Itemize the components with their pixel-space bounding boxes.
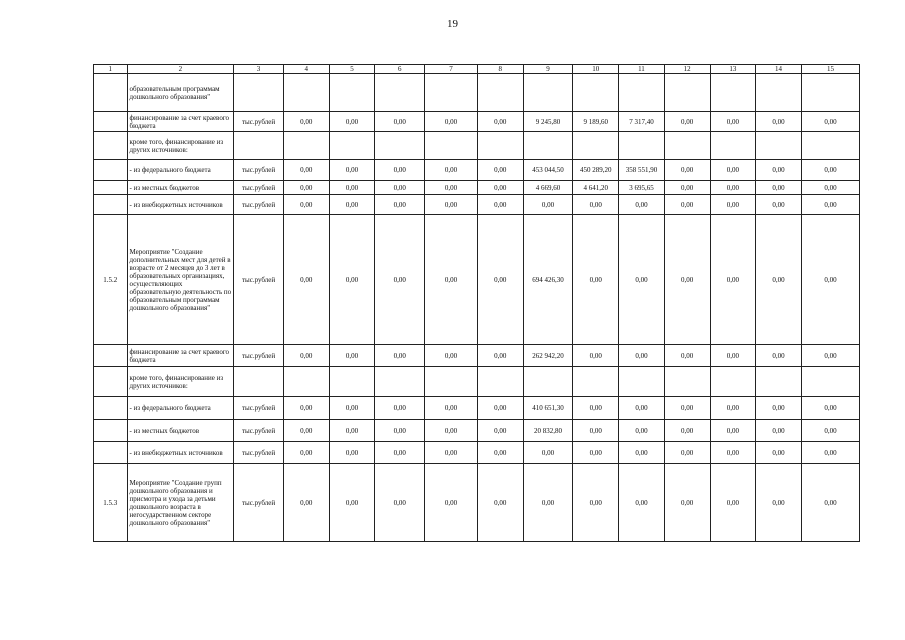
value-cell: 0,00 [283,442,329,464]
value-cell [329,74,375,112]
value-cell [801,132,859,160]
value-cell [619,132,665,160]
value-cell [523,132,573,160]
value-cell: 450 289,20 [573,160,619,181]
value-cell: 0,00 [710,442,756,464]
value-cell: 0,00 [283,345,329,367]
value-cell: 0,00 [283,215,329,345]
table-row [94,345,860,367]
value-cell: 0,00 [425,464,478,542]
value-cell: 0,00 [329,420,375,442]
column-header: 8 [477,65,523,74]
value-cell [329,367,375,397]
value-cell: 9 245,80 [523,112,573,132]
table-row [94,132,860,160]
value-cell: 0,00 [756,442,802,464]
table-row [94,442,860,464]
row-number-cell: 1.5.2 [94,215,128,345]
unit-cell [234,367,284,397]
table-row [94,181,860,195]
value-cell: 0,00 [329,160,375,181]
value-cell: 0,00 [756,195,802,215]
value-cell: 0,00 [801,195,859,215]
value-cell [283,132,329,160]
value-cell: 0,00 [756,397,802,420]
value-cell: 0,00 [283,397,329,420]
value-cell: 3 695,65 [619,181,665,195]
value-cell: 0,00 [573,464,619,542]
table-row [94,215,860,345]
value-cell [425,367,478,397]
value-cell: 0,00 [477,397,523,420]
value-cell [523,367,573,397]
value-cell: 0,00 [425,215,478,345]
column-header: 7 [425,65,478,74]
value-cell: 0,00 [375,464,425,542]
unit-cell: тыс.рублей [234,181,284,195]
value-cell: 0,00 [375,442,425,464]
value-cell: 0,00 [375,420,425,442]
value-cell: 0,00 [619,397,665,420]
value-cell [375,367,425,397]
value-cell: 0,00 [573,420,619,442]
value-cell: 0,00 [523,442,573,464]
value-cell: 0,00 [756,181,802,195]
column-header: 14 [756,65,802,74]
value-cell [710,132,756,160]
value-cell: 0,00 [573,397,619,420]
value-cell: 0,00 [329,397,375,420]
value-cell [523,74,573,112]
value-cell [573,132,619,160]
column-header: 12 [664,65,710,74]
value-cell [573,367,619,397]
value-cell [664,367,710,397]
value-cell [329,132,375,160]
value-cell: 0,00 [477,464,523,542]
value-cell: 4 641,20 [573,181,619,195]
value-cell: 7 317,40 [619,112,665,132]
budget-table [93,64,860,542]
column-header: 10 [573,65,619,74]
table-row [94,464,860,542]
value-cell: 0,00 [619,420,665,442]
value-cell [619,74,665,112]
value-cell: 0,00 [801,112,859,132]
value-cell: 0,00 [664,215,710,345]
value-cell: 0,00 [710,420,756,442]
value-cell: 0,00 [756,112,802,132]
unit-cell: тыс.рублей [234,195,284,215]
value-cell: 0,00 [375,181,425,195]
row-number-cell [94,397,128,420]
value-cell: 358 551,90 [619,160,665,181]
table-row [94,420,860,442]
row-number-cell [94,367,128,397]
description-cell: - из местных бюджетов [127,181,234,195]
value-cell: 0,00 [801,420,859,442]
value-cell: 0,00 [801,160,859,181]
value-cell [477,367,523,397]
value-cell: 0,00 [477,195,523,215]
value-cell: 0,00 [283,464,329,542]
description-cell: - из федерального бюджета [127,160,234,181]
value-cell: 0,00 [425,112,478,132]
value-cell [283,367,329,397]
value-cell: 0,00 [664,464,710,542]
value-cell: 0,00 [329,195,375,215]
description-cell: кроме того, финансирование из других источников: [127,132,234,160]
row-number-cell [94,181,128,195]
row-number-cell [94,132,128,160]
value-cell: 0,00 [756,464,802,542]
column-header: 11 [619,65,665,74]
value-cell: 0,00 [573,345,619,367]
value-cell: 0,00 [283,181,329,195]
value-cell [477,132,523,160]
value-cell: 0,00 [801,442,859,464]
description-cell: Мероприятие "Создание групп дошкольного образования и присмотра и ухода за детьми дошкольного возраста в негосударственном секторе дошкольного образования" [127,464,234,542]
value-cell: 0,00 [664,112,710,132]
description-cell: - из местных бюджетов [127,420,234,442]
row-number-cell [94,442,128,464]
value-cell [756,74,802,112]
value-cell: 0,00 [619,442,665,464]
value-cell: 0,00 [710,112,756,132]
column-header: 9 [523,65,573,74]
value-cell: 0,00 [523,195,573,215]
value-cell [710,367,756,397]
value-cell: 0,00 [664,442,710,464]
unit-cell [234,132,284,160]
value-cell: 0,00 [573,195,619,215]
value-cell [801,74,859,112]
description-cell: образовательным программам дошкольного образования" [127,74,234,112]
unit-cell: тыс.рублей [234,420,284,442]
value-cell: 0,00 [375,112,425,132]
value-cell: 0,00 [664,195,710,215]
unit-cell: тыс.рублей [234,442,284,464]
table-row [94,74,860,112]
value-cell: 410 651,30 [523,397,573,420]
value-cell [664,74,710,112]
value-cell: 0,00 [664,397,710,420]
value-cell: 0,00 [523,464,573,542]
value-cell: 0,00 [329,464,375,542]
value-cell [375,74,425,112]
value-cell: 0,00 [329,442,375,464]
value-cell: 0,00 [477,442,523,464]
value-cell: 0,00 [664,420,710,442]
row-number-cell [94,195,128,215]
value-cell: 0,00 [477,160,523,181]
value-cell [425,74,478,112]
value-cell: 0,00 [619,464,665,542]
row-number-cell [94,420,128,442]
value-cell: 0,00 [619,345,665,367]
description-cell: - из внебюджетных источников [127,442,234,464]
value-cell [283,74,329,112]
value-cell: 0,00 [477,345,523,367]
value-cell: 0,00 [756,215,802,345]
table-row [94,397,860,420]
value-cell: 0,00 [329,112,375,132]
header-row [94,65,860,74]
value-cell [801,367,859,397]
value-cell [477,74,523,112]
row-number-cell [94,112,128,132]
column-header: 1 [94,65,128,74]
value-cell: 694 426,30 [523,215,573,345]
value-cell [375,132,425,160]
value-cell [619,367,665,397]
table-row [94,367,860,397]
unit-cell: тыс.рублей [234,397,284,420]
value-cell: 0,00 [375,195,425,215]
value-cell [425,132,478,160]
value-cell: 453 044,50 [523,160,573,181]
row-number-cell [94,345,128,367]
value-cell: 0,00 [710,397,756,420]
unit-cell [234,74,284,112]
value-cell: 0,00 [477,112,523,132]
value-cell: 9 189,60 [573,112,619,132]
value-cell: 0,00 [425,181,478,195]
value-cell: 0,00 [375,345,425,367]
value-cell: 20 832,80 [523,420,573,442]
value-cell: 0,00 [283,160,329,181]
value-cell: 0,00 [710,181,756,195]
value-cell: 0,00 [710,160,756,181]
description-cell: финансирование за счет краевого бюджета [127,345,234,367]
column-header: 6 [375,65,425,74]
value-cell: 0,00 [756,420,802,442]
value-cell: 0,00 [801,464,859,542]
description-cell: Мероприятие "Создание дополнительных мест для детей в возрасте от 2 месяцев до 3 лет в образовательных организациях, осуществляющих образовательную деятельность по образовательным программам дошкольного образования" [127,215,234,345]
table-row [94,112,860,132]
value-cell: 0,00 [425,195,478,215]
value-cell: 0,00 [801,215,859,345]
value-cell: 0,00 [664,160,710,181]
value-cell: 0,00 [756,345,802,367]
unit-cell: тыс.рублей [234,215,284,345]
description-cell: - из федерального бюджета [127,397,234,420]
value-cell: 0,00 [425,345,478,367]
unit-cell: тыс.рублей [234,464,284,542]
value-cell: 0,00 [329,181,375,195]
value-cell: 0,00 [619,195,665,215]
value-cell [756,132,802,160]
description-cell: кроме того, финансирование из других источников: [127,367,234,397]
description-cell: финансирование за счет краевого бюджета [127,112,234,132]
column-header: 5 [329,65,375,74]
value-cell: 0,00 [477,181,523,195]
value-cell [710,74,756,112]
column-header: 15 [801,65,859,74]
row-number-cell [94,74,128,112]
column-header: 2 [127,65,234,74]
value-cell [756,367,802,397]
column-header: 3 [234,65,284,74]
value-cell [573,74,619,112]
value-cell: 0,00 [664,345,710,367]
value-cell: 0,00 [619,215,665,345]
table-row [94,195,860,215]
value-cell: 0,00 [375,397,425,420]
value-cell: 0,00 [283,420,329,442]
table-row [94,160,860,181]
value-cell: 4 669,60 [523,181,573,195]
value-cell: 0,00 [801,345,859,367]
value-cell: 0,00 [710,464,756,542]
column-header: 13 [710,65,756,74]
value-cell: 262 942,20 [523,345,573,367]
value-cell: 0,00 [801,181,859,195]
description-cell: - из внебюджетных источников [127,195,234,215]
value-cell: 0,00 [573,215,619,345]
value-cell [664,132,710,160]
page-number: 19 [447,18,458,30]
unit-cell: тыс.рублей [234,112,284,132]
value-cell: 0,00 [710,195,756,215]
unit-cell: тыс.рублей [234,345,284,367]
value-cell: 0,00 [425,442,478,464]
value-cell: 0,00 [710,345,756,367]
value-cell: 0,00 [477,215,523,345]
value-cell: 0,00 [477,420,523,442]
value-cell: 0,00 [664,181,710,195]
unit-cell: тыс.рублей [234,160,284,181]
row-number-cell [94,160,128,181]
value-cell: 0,00 [573,442,619,464]
value-cell: 0,00 [329,215,375,345]
value-cell: 0,00 [425,420,478,442]
value-cell: 0,00 [425,397,478,420]
value-cell: 0,00 [710,215,756,345]
row-number-cell: 1.5.3 [94,464,128,542]
value-cell: 0,00 [283,112,329,132]
value-cell: 0,00 [425,160,478,181]
value-cell: 0,00 [329,345,375,367]
value-cell: 0,00 [756,160,802,181]
value-cell: 0,00 [801,397,859,420]
column-header: 4 [283,65,329,74]
value-cell: 0,00 [375,160,425,181]
value-cell: 0,00 [375,215,425,345]
value-cell: 0,00 [283,195,329,215]
